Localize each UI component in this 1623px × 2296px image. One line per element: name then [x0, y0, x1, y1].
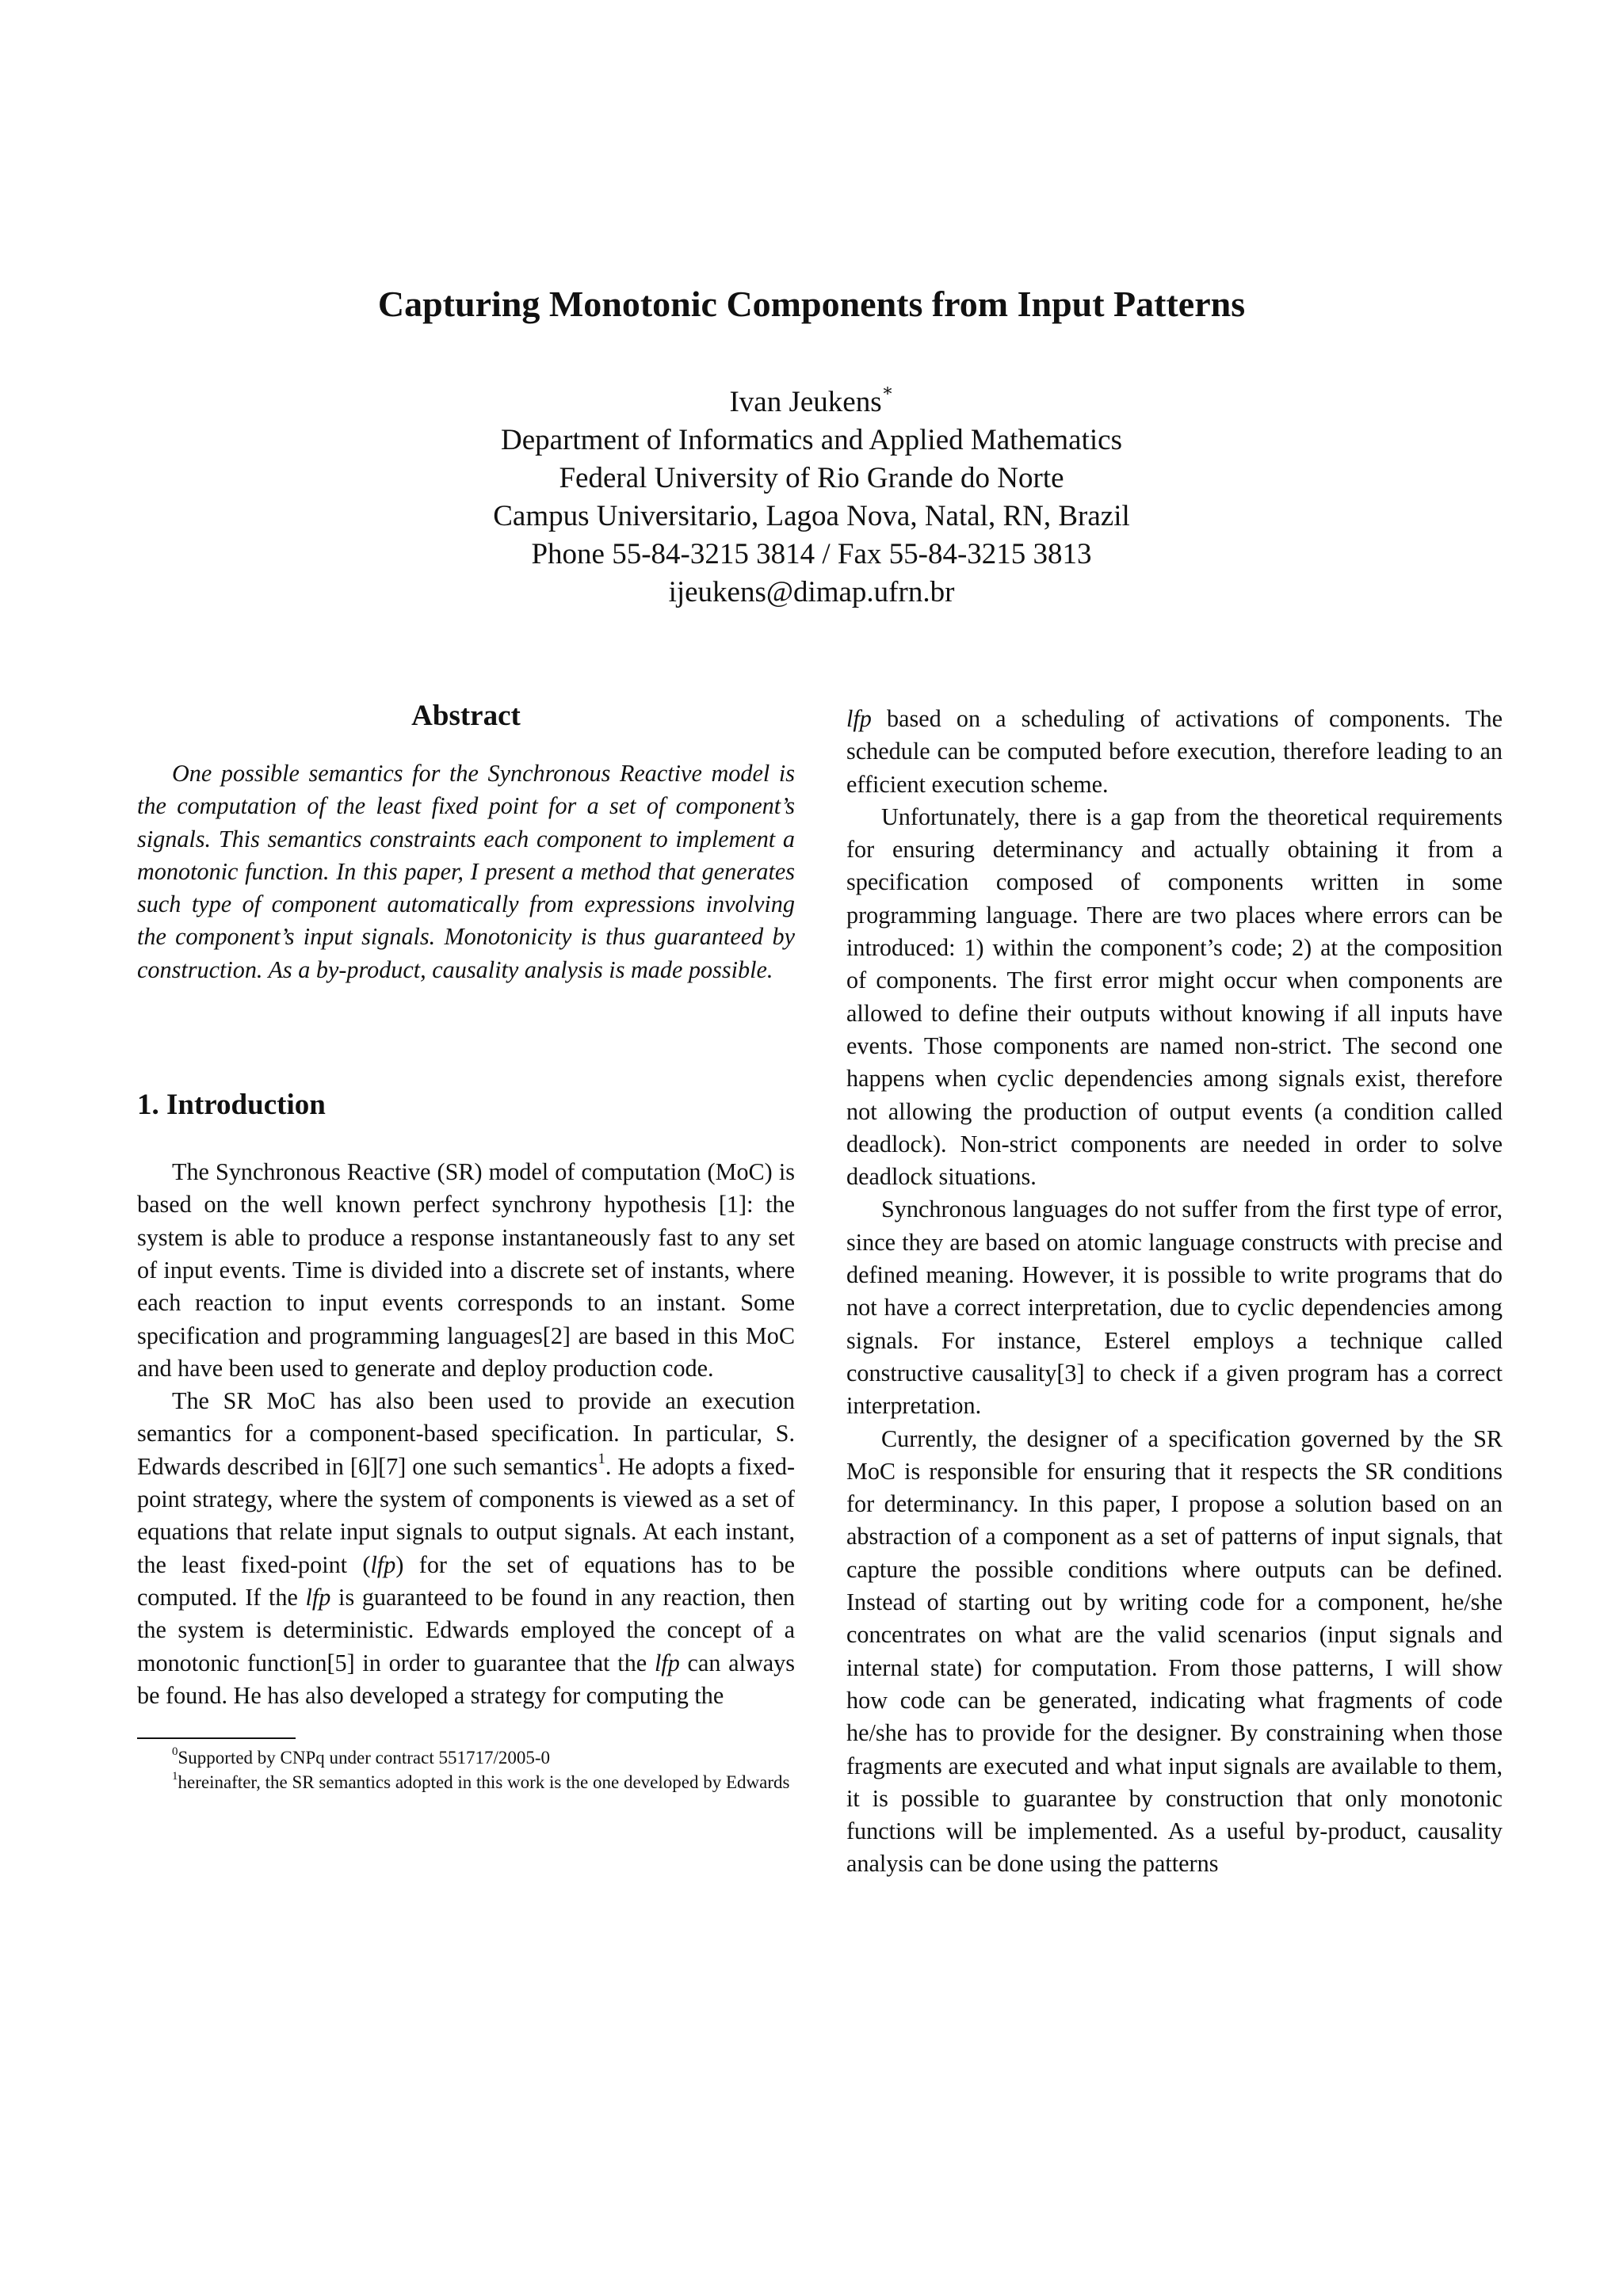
footnote-1: [137, 1770, 795, 1794]
author-email: ijeukens@dimap.ufrn.br: [668, 576, 955, 608]
footnote-1-text: hereinafter, the SR semantics adopted in this work is the one developed by Edwards: [178, 1772, 790, 1793]
lfp-term: lfp: [846, 705, 872, 732]
lfp-term: lfp: [305, 1583, 331, 1611]
footnote-ref-1: 1: [598, 1450, 605, 1467]
author-phone: Phone 55-84-3215 3814 / Fax 55-84-3215 3813: [531, 538, 1092, 570]
intro-continued-text: based on a scheduling of activations of components. The schedule can be computed before execution, therefore leading to an efficient execution scheme.: [846, 705, 1503, 798]
right-column: [846, 703, 1503, 1881]
left-column: [137, 697, 795, 1794]
author-department: Department of Informatics and Applied Mathematics: [501, 424, 1122, 456]
intro-p2-e: can always be found. He has also developed a strategy for computing the: [137, 1649, 796, 1709]
paper-title: Capturing Monotonic Components from Input Patterns: [377, 284, 1246, 324]
author-university: Federal University of Rio Grande do Norte: [559, 462, 1064, 494]
intro-paragraph-continued: [846, 703, 1503, 801]
footnote-0-text: Supported by CNPq under contract 551717/2005-0: [178, 1748, 551, 1768]
introduction-heading: 1. Introduction: [137, 1089, 326, 1122]
footnote-1-mark: 1: [172, 1770, 178, 1783]
lfp-term: lfp: [370, 1550, 396, 1578]
intro-p2-b: . He adopts a fixed-point strategy, where the system of components is viewed as a set of equations that relate input signals to output signals. At each instant, the least fixed-point (: [137, 1452, 795, 1578]
footnote-0-mark: 0: [172, 1745, 178, 1759]
intro-paragraph-2: [137, 1385, 795, 1712]
footnote-divider: [137, 1737, 296, 1739]
author-name-text: Ivan Jeukens: [729, 386, 882, 418]
intro-paragraph-3: Unfortunately, there is a gap from the theoretical requirements for ensuring determinancy and actually obtaining it from a specification composed of components written in some programming language. There are two places where errors can be introduced: 1) within the component’s code; 2) at the composition of components. The first error might occur when components are allowed to define their outputs without knowing if all inputs have events. Those components are named non-strict. The second one happens when cyclic dependencies among signals exist, therefore not allowing the production of output events (a condition called deadlock). Non-strict components are needed in order to solve deadlock situations.: [846, 803, 1503, 1191]
intro-paragraph-4: Synchronous languages do not suffer from the first type of error, since they are based on atomic language constructs with precise and defined meaning. However, it is possible to write programs that do not have a correct interpretation, due to cyclic dependencies among signals. For instance, Esterel employs a technique called constructive causality[3] to check if a given program has a correct interpretation.: [846, 1196, 1503, 1420]
abstract-text: One possible semantics for the Synchronous Reactive model is the computation of the least fixed point for a set of component’s signals. This semantics constraints each component to implement a monotonic function. In this paper, I present a method that generates such type of component automatically from expressions involving the component’s input signals. Monotonicity is thus guaranteed by construction. As a by-product, causality analysis is made possible.: [137, 760, 795, 983]
lfp-term: lfp: [654, 1649, 680, 1676]
author-address: Campus Universitario, Lagoa Nova, Natal, RN, Brazil: [493, 500, 1130, 532]
abstract-heading: Abstract: [411, 700, 521, 732]
intro-paragraph-5: Currently, the designer of a specification governed by the SR MoC is responsible for ensuring that it respects the SR conditions for determinancy. In this paper, I propose a solution based on an abstraction of a component as a set of patterns of input signals, that capture the possible conditions where outputs can be defined. Instead of starting out by writing code for a component, he/she concentrates on what are the valid scenarios (input signals and internal state) for computation. From those patterns, I will show how code can be generated, indicating what fragments of code he/she has to provide for the designer. By constraining when those fragments are executed and what input signals are available to them, it is possible to guarantee by construction that only monotonic functions will be implemented. As a useful by-product, causality analysis can be done using the patterns: [846, 1425, 1503, 1878]
author-name: [0, 379, 1623, 421]
author-block: [0, 379, 1623, 612]
intro-p2-d: is guaranteed to be found in any reaction, then the system is deterministic. Edwards employed the concept of a monotonic function[5] in order to guarantee that the: [137, 1583, 795, 1676]
footnote-0: [137, 1745, 795, 1770]
footnotes: [137, 1745, 795, 1794]
author-footnote-mark: ∗: [881, 379, 894, 400]
intro-p2-a: The SR MoC has also been used to provide an execution semantics for a component-based specification. In particular, S. Edwards described in [6][7] one such semantics: [137, 1387, 795, 1480]
intro-paragraph-1: The Synchronous Reactive (SR) model of computation (MoC) is based on the well known perfect synchrony hypothesis [1]: the system is able to produce a response instantaneously fast to any set of input events. Time is divided into a discrete set of instants, where each reaction to input events corresponds to an instant. Some specification and programming languages[2] are based in this MoC and have been used to generate and deploy production code.: [137, 1158, 795, 1382]
intro-p2-c: ) for the set of equations has to be computed. If the: [137, 1550, 795, 1611]
